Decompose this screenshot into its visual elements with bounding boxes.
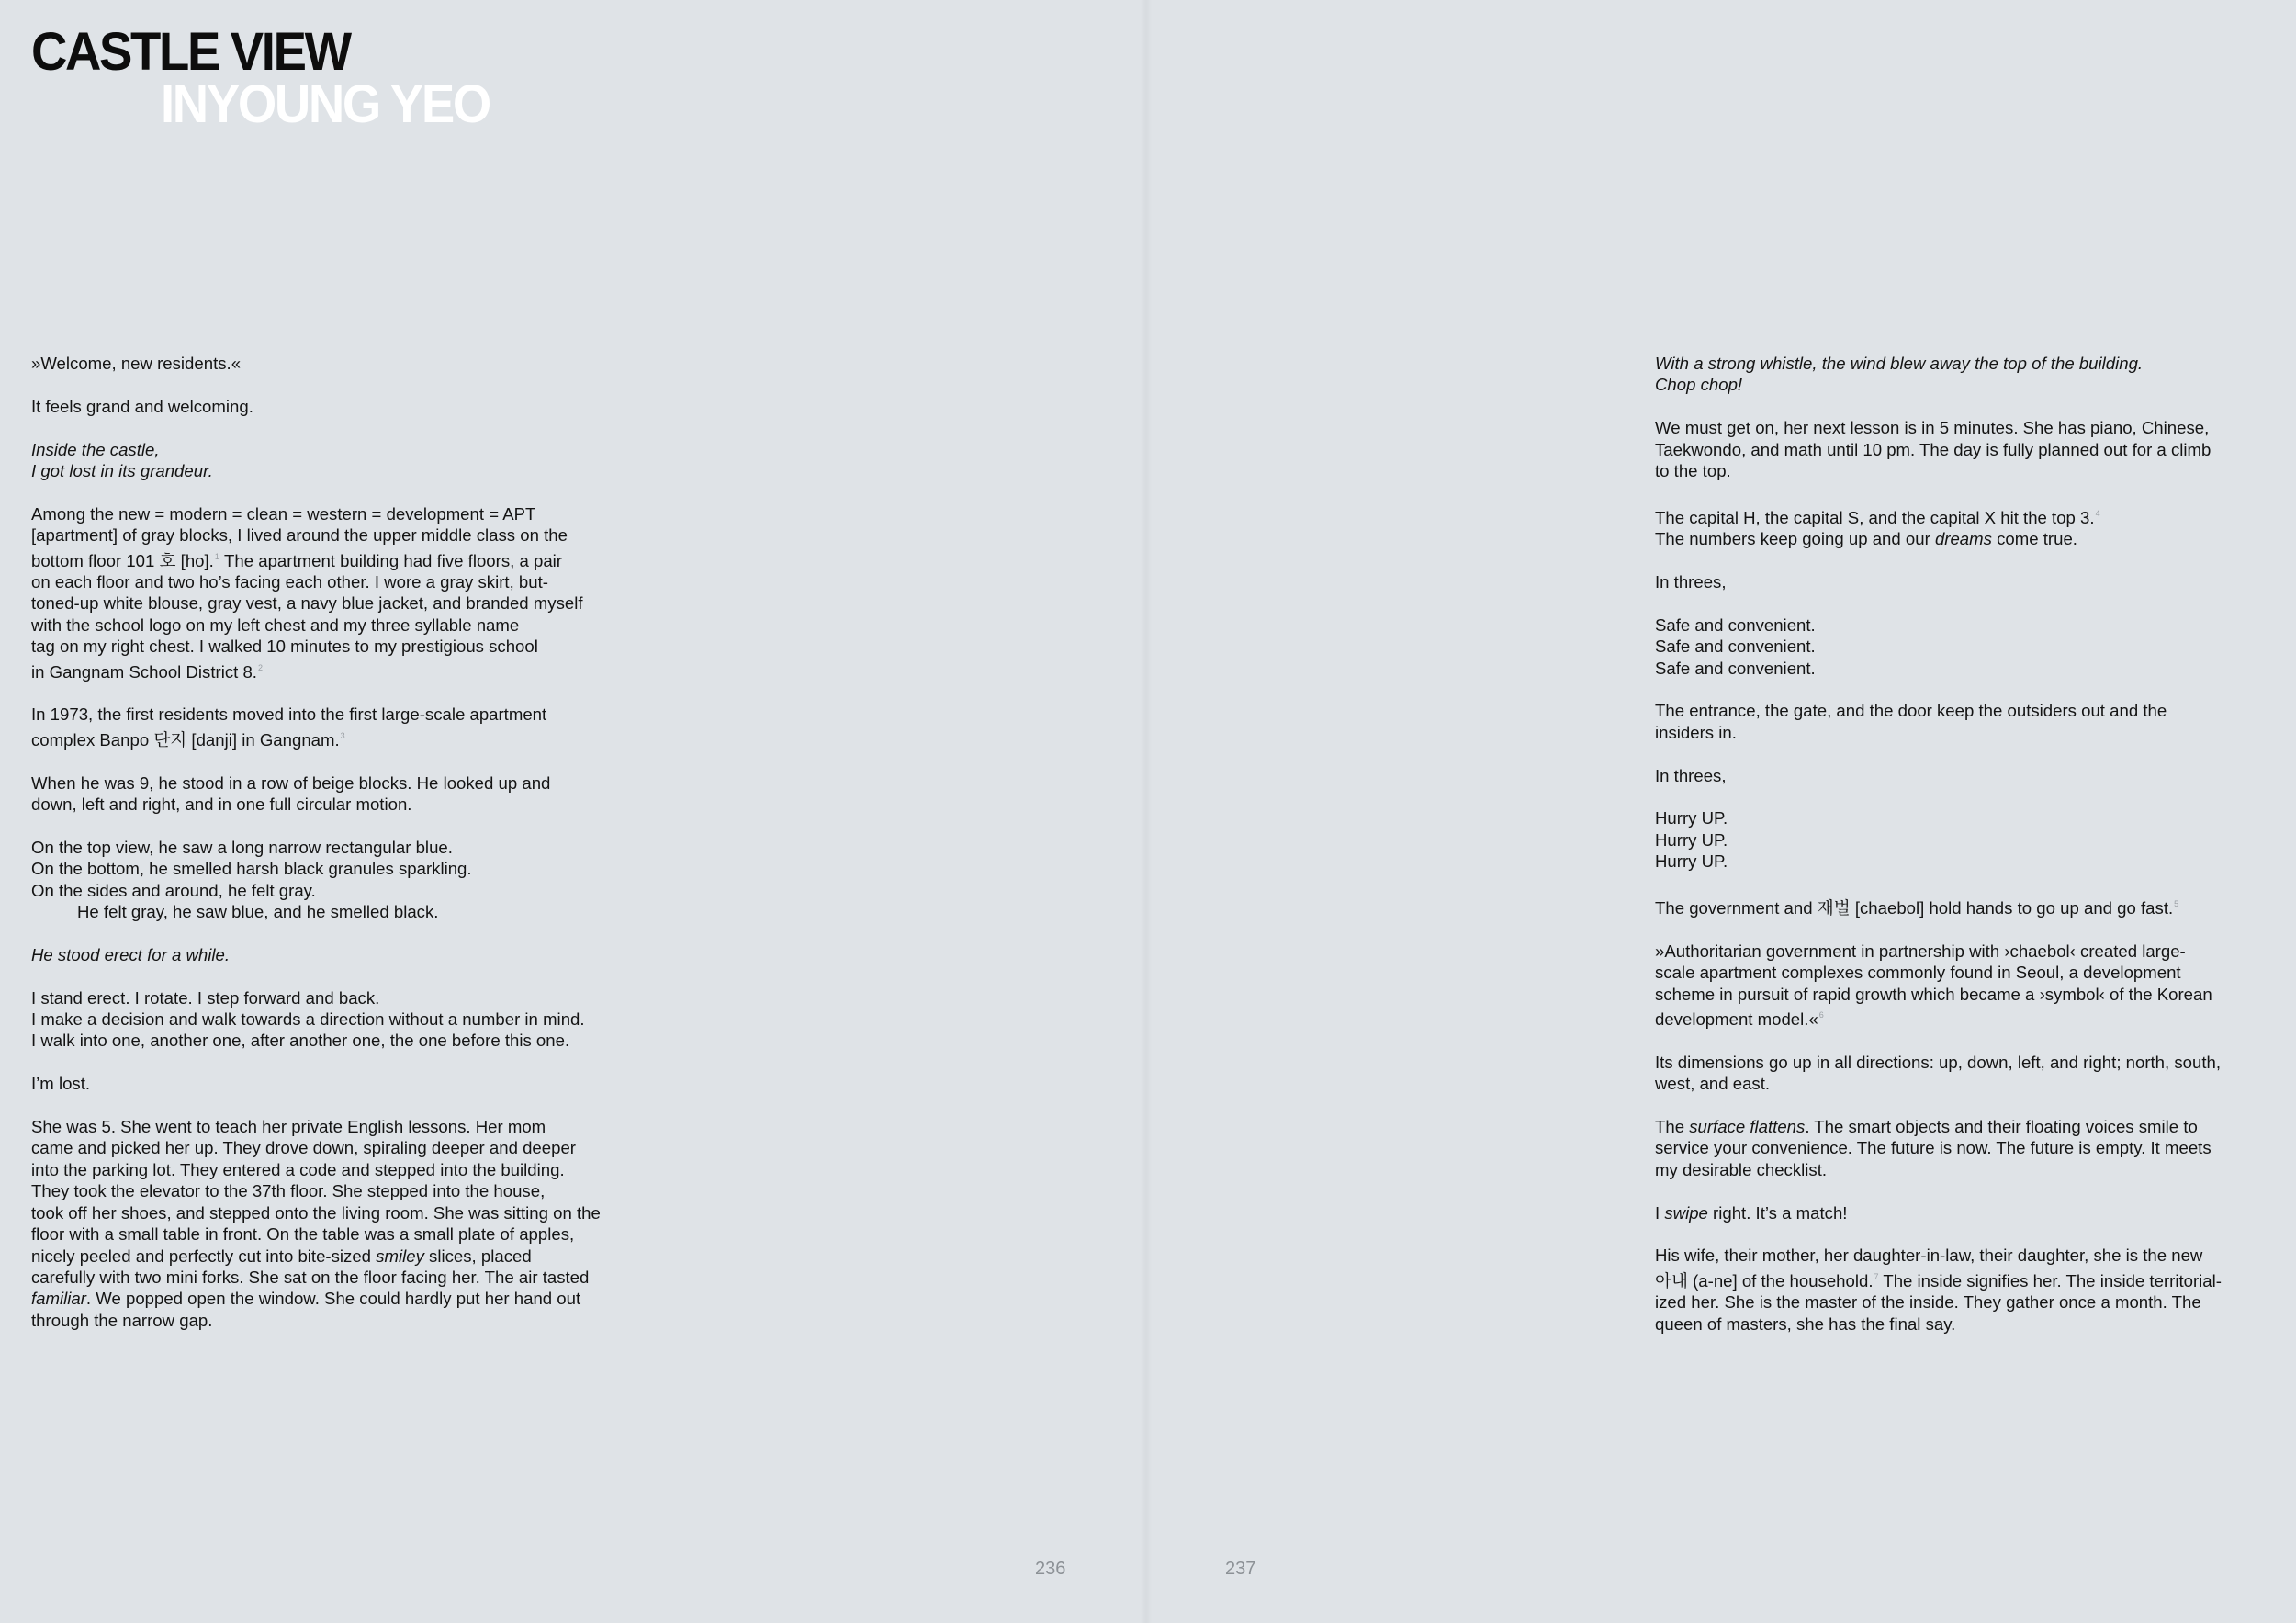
text-line: Taekwondo, and math until 10 pm. The day is fully planned out for a climb — [1655, 439, 2212, 459]
text-line: »Welcome, new residents.« — [31, 354, 242, 373]
paragraph — [1655, 1116, 2279, 1180]
text-line: took off her shoes, and stepped onto the living room. She was sitting on the — [31, 1202, 601, 1223]
text-span: right. It’s a match! — [1707, 1202, 1848, 1223]
footnote-marker: 7 — [1874, 1271, 1879, 1281]
paragraph — [1655, 894, 2279, 919]
text-span-italic: dreams — [1934, 529, 1992, 549]
paragraph-italic — [31, 944, 674, 965]
paragraph — [31, 987, 674, 1052]
paragraph — [1655, 417, 2279, 481]
paragraph — [31, 772, 674, 816]
text-span-italic: smiley — [376, 1245, 424, 1266]
text-line: She was 5. She went to teach her private English lessons. Her mom — [31, 1117, 546, 1137]
paragraph — [1655, 503, 2279, 550]
text-span: complex Banpo 단지 [danji] in Gangnam. — [31, 729, 340, 750]
text-line: I walk into one, another one, after another one, the one before this one. — [31, 1031, 570, 1051]
text-line: In threes, — [1655, 765, 1727, 785]
text-line: The entrance, the gate, and the door keep the outsiders out and the — [1655, 701, 2167, 721]
text-line: through the narrow gap. — [31, 1310, 213, 1330]
text-span-italic: surface flattens — [1689, 1117, 1806, 1137]
paragraph — [31, 837, 674, 923]
text-line — [1655, 528, 2279, 549]
text-line: Safe and convenient. — [1655, 637, 1816, 657]
text-line: queen of masters, she has the final say. — [1655, 1313, 1956, 1334]
text-span: The capital H, the capital S, and the capital X hit the top 3. — [1655, 507, 2095, 527]
text-line: carefully with two mini forks. She sat on the floor facing her. The air tasted — [31, 1267, 590, 1287]
text-line: [apartment] of gray blocks, I lived around the upper middle class on the — [31, 525, 568, 546]
text-line: I stand erect. I rotate. I step forward and back. — [31, 987, 380, 1008]
text-line: west, and east. — [1655, 1074, 1771, 1094]
text-line — [31, 1245, 674, 1267]
text-line: toned-up white blouse, gray vest, a navy blue jacket, and branded myself — [31, 593, 583, 614]
text-line: Safe and convenient. — [1655, 614, 1816, 635]
author-name: INYOUNG YEO — [161, 74, 490, 134]
paragraph — [31, 704, 674, 750]
paragraph — [1655, 765, 2279, 786]
text-line: When he was 9, he stood in a row of beige blocks. He looked up and — [31, 772, 551, 793]
text-line: Its dimensions go up in all directions: up, down, left, and right; north, south, — [1655, 1052, 2222, 1072]
text-line — [31, 658, 674, 682]
footnote-marker: 6 — [1818, 1010, 1824, 1020]
text-line: Inside the castle, — [31, 439, 160, 459]
text-line: to the top. — [1655, 461, 1731, 481]
text-line: scheme in pursuit of rapid growth which became a ›symbol‹ of the Korean — [1655, 984, 2212, 1004]
text-span: The government and 재벌 [chaebol] hold hands to go up and go fast. — [1655, 898, 2174, 919]
title-block — [31, 22, 511, 134]
text-line: He stood erect for a while. — [31, 944, 230, 964]
paragraph — [1655, 1052, 2279, 1095]
text-line — [31, 726, 674, 750]
text-line — [1655, 1202, 2279, 1223]
text-line-indented: He felt gray, he saw blue, and he smelled black. — [77, 902, 439, 922]
footnote-marker: 2 — [257, 662, 263, 672]
paragraph — [1655, 1245, 2279, 1335]
footnote-marker: 1 — [214, 551, 219, 561]
paragraph — [1655, 941, 2279, 1031]
text-line: It feels grand and welcoming. — [31, 396, 253, 416]
text-line: With a strong whistle, the wind blew away the top of the building. — [1655, 354, 2144, 373]
page-number-left: 236 — [1035, 1559, 1066, 1579]
text-span: nicely peeled and perfectly cut into bite-sized — [31, 1245, 377, 1266]
text-line: Hurry UP. — [1655, 808, 1728, 828]
text-span: The — [1655, 1117, 1690, 1137]
text-line: Chop chop! — [1655, 375, 1743, 395]
page-number-right: 237 — [1225, 1559, 1256, 1579]
text-line: Safe and convenient. — [1655, 658, 1816, 678]
paragraph — [31, 503, 674, 682]
text-line — [1655, 1005, 2279, 1030]
left-text-column — [31, 353, 674, 1353]
text-line: scale apartment complexes commonly found in Seoul, a development — [1655, 963, 2181, 983]
text-line: We must get on, her next lesson is in 5 minutes. She has piano, Chinese, — [1655, 418, 2210, 438]
text-line: Hurry UP. — [1655, 829, 1728, 850]
text-line: In threes, — [1655, 572, 1727, 592]
text-line — [1655, 1267, 2279, 1291]
essay-title: CASTLE VIEW — [31, 22, 350, 82]
text-span: bottom floor 101 호 [ho]. — [31, 550, 214, 570]
text-span: come true. — [1991, 529, 2077, 549]
text-span: . The smart objects and their floating voices smile to — [1805, 1117, 2198, 1137]
text-span: The numbers keep going up and our — [1655, 529, 1935, 549]
footnote-marker: 5 — [2174, 899, 2179, 909]
text-span-italic: swipe — [1664, 1202, 1708, 1223]
text-span: I — [1655, 1202, 1665, 1223]
text-line: tag on my right chest. I walked 10 minutes to my prestigious school — [31, 637, 538, 657]
text-line: I’m lost. — [31, 1074, 91, 1094]
text-span: development model.« — [1655, 1009, 1818, 1030]
paragraph — [1655, 1202, 2279, 1223]
text-line — [1655, 894, 2279, 919]
text-line: Hurry UP. — [1655, 851, 1728, 872]
text-line — [1655, 1116, 2279, 1137]
text-span: in Gangnam School District 8. — [31, 661, 257, 682]
text-line: His wife, their mother, her daughter-in-law, their daughter, she is the new — [1655, 1245, 2203, 1266]
text-span: The inside signifies her. The inside territorial- — [1878, 1270, 2222, 1291]
paragraph — [31, 1116, 674, 1331]
paragraph — [1655, 614, 2279, 679]
left-page — [0, 0, 1146, 1623]
paragraph — [1655, 700, 2279, 743]
text-span: 아내 (a-ne] of the household. — [1655, 1270, 1874, 1291]
text-line: On the top view, he saw a long narrow rectangular blue. — [31, 837, 453, 857]
text-span-italic: familiar — [31, 1289, 86, 1309]
text-line: I make a decision and walk towards a direction without a number in mind. — [31, 1009, 585, 1030]
text-span: slices, placed — [423, 1245, 532, 1266]
text-line: On the bottom, he smelled harsh black granules sparkling. — [31, 859, 472, 879]
text-line: service your convenience. The future is now. The future is empty. It meets — [1655, 1138, 2212, 1158]
text-line: floor with a small table in front. On the table was a small plate of apples, — [31, 1224, 575, 1245]
text-line: They took the elevator to the 37th floor. She stepped into the house, — [31, 1181, 546, 1201]
text-line: I got lost in its grandeur. — [31, 461, 213, 480]
text-line: into the parking lot. They entered a code and stepped into the building. — [31, 1159, 565, 1179]
text-line — [31, 1288, 674, 1309]
text-line: ized her. She is the master of the inside. They gather once a month. The — [1655, 1292, 2201, 1313]
text-line: In 1973, the first residents moved into the first large-scale apartment — [31, 704, 547, 725]
paragraph — [31, 1073, 674, 1094]
paragraph-italic — [31, 439, 674, 482]
text-line — [31, 547, 674, 571]
footnote-marker: 3 — [340, 730, 345, 740]
text-line — [1655, 503, 2279, 528]
text-line: Among the new = modern = clean = western = development = APT — [31, 503, 536, 524]
text-line: On the sides and around, he felt gray. — [31, 880, 316, 900]
footnote-marker: 4 — [2095, 508, 2100, 518]
text-span: The apartment building had five floors, a pair — [219, 550, 562, 570]
paragraph — [31, 353, 674, 374]
text-span: . We popped open the window. She could hardly put her hand out — [85, 1289, 581, 1309]
text-line: my desirable checklist. — [1655, 1159, 1828, 1179]
text-line: »Authoritarian government in partnership with ›chaebol‹ created large- — [1655, 941, 2186, 961]
text-line: insiders in. — [1655, 722, 1737, 742]
text-line: with the school logo on my left chest and my three syllable name — [31, 614, 520, 635]
right-text-column — [1655, 353, 2279, 1356]
text-line: on each floor and two ho’s facing each other. I wore a gray skirt, but- — [31, 572, 548, 592]
paragraph — [1655, 807, 2279, 872]
text-line: came and picked her up. They drove down, spiraling deeper and deeper — [31, 1138, 576, 1158]
paragraph-italic — [1655, 353, 2279, 396]
text-line: down, left and right, and in one full circular motion. — [31, 795, 412, 815]
paragraph — [31, 396, 674, 417]
paragraph — [1655, 571, 2279, 592]
